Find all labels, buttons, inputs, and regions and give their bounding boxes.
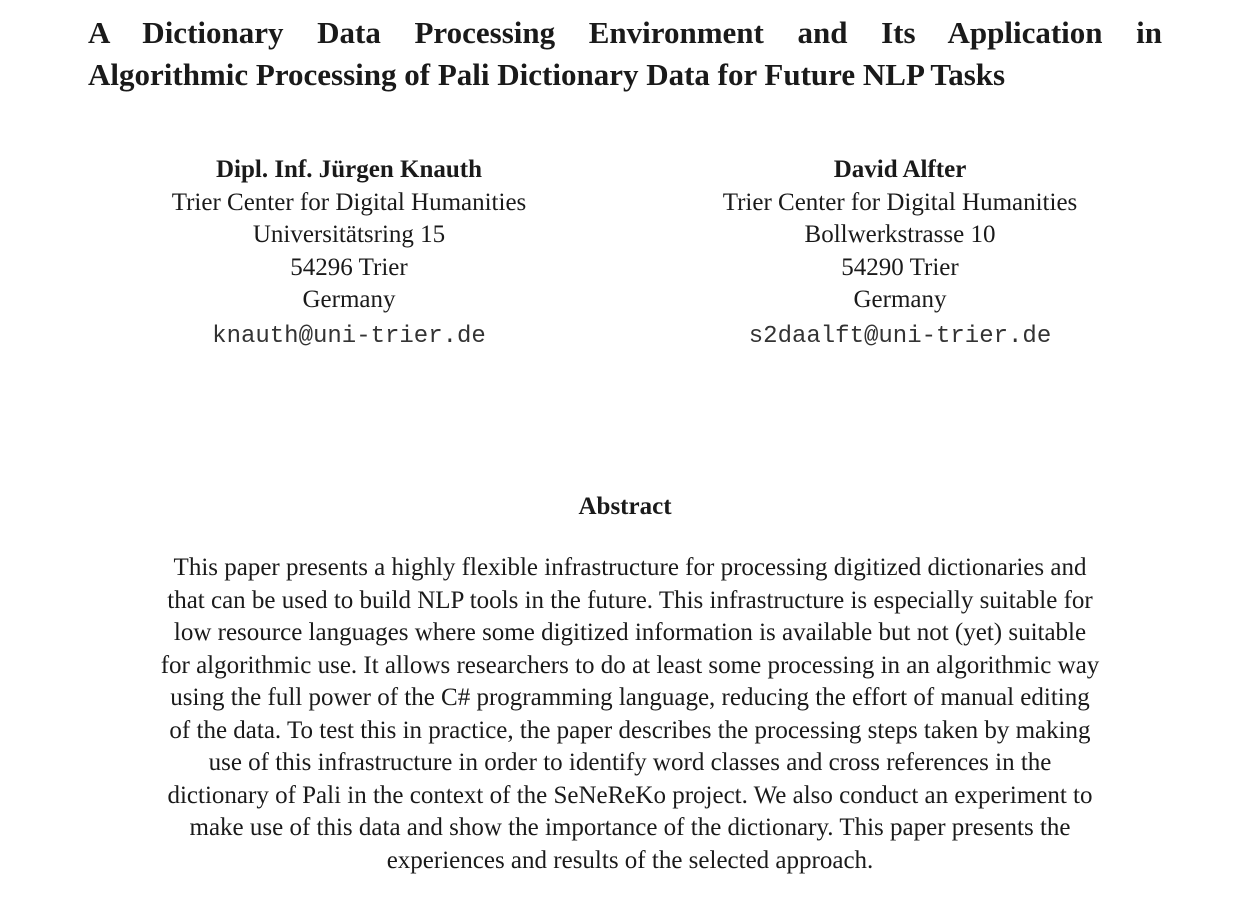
author-email[interactable]: s2daalft@uni-trier.de (748, 322, 1052, 350)
title-line-1: A Dictionary Data Processing Environment and Its Application in (88, 15, 1162, 50)
author-country: Germany (302, 286, 396, 313)
abstract-line: that can be used to build NLP tools in the future. This infrastructure is especially suitable for (167, 586, 1093, 614)
author-street: Bollwerkstrasse 10 (804, 221, 996, 248)
abstract-line: low resource languages where some digitized information is available but not (yet) suitable (173, 619, 1087, 646)
author-affiliation: Trier Center for Digital Humanities (171, 188, 527, 216)
author-city: 54296 Trier (290, 253, 408, 281)
author-block-2 (620, 154, 1180, 353)
abstract-line: using the full power of the C# programming language, reducing the effort of manual editing (170, 684, 1090, 711)
abstract-line: of the data. To test this in practice, the paper describes the processing steps taken by making (169, 716, 1091, 744)
abstract-line: make use of this data and show the importance of the dictionary. This paper presents the (189, 814, 1071, 841)
title-line-2: Algorithmic Processing of Pali Dictionary Data for Future NLP Tasks (88, 57, 1006, 92)
abstract-line: for algorithmic use. It allows researchers to do at least some processing in an algorithmic way (160, 651, 1100, 679)
abstract-heading: Abstract (578, 493, 672, 520)
author-country: Germany (853, 286, 947, 313)
paper-title (88, 12, 1162, 96)
author-name: Dipl. Inf. Jürgen Knauth (215, 156, 483, 183)
author-city: 54290 Trier (841, 253, 959, 281)
author-block-1 (69, 154, 629, 353)
author-name: David Alfter (833, 156, 967, 183)
author-affiliation: Trier Center for Digital Humanities (722, 188, 1078, 216)
abstract-line: This paper presents a highly flexible infrastructure for processing digitized dictionaries and (173, 554, 1087, 581)
abstract-line: dictionary of Pali in the context of the SeNeReKo project. We also conduct an experiment to (167, 781, 1093, 809)
author-street: Universitätsring 15 (252, 221, 446, 248)
abstract-body (90, 552, 1170, 877)
abstract-line: use of this infrastructure in order to identify word classes and cross references in the (208, 749, 1052, 776)
abstract-line: experiences and results of the selected approach. (386, 846, 874, 874)
author-email[interactable]: knauth@uni-trier.de (212, 322, 486, 350)
